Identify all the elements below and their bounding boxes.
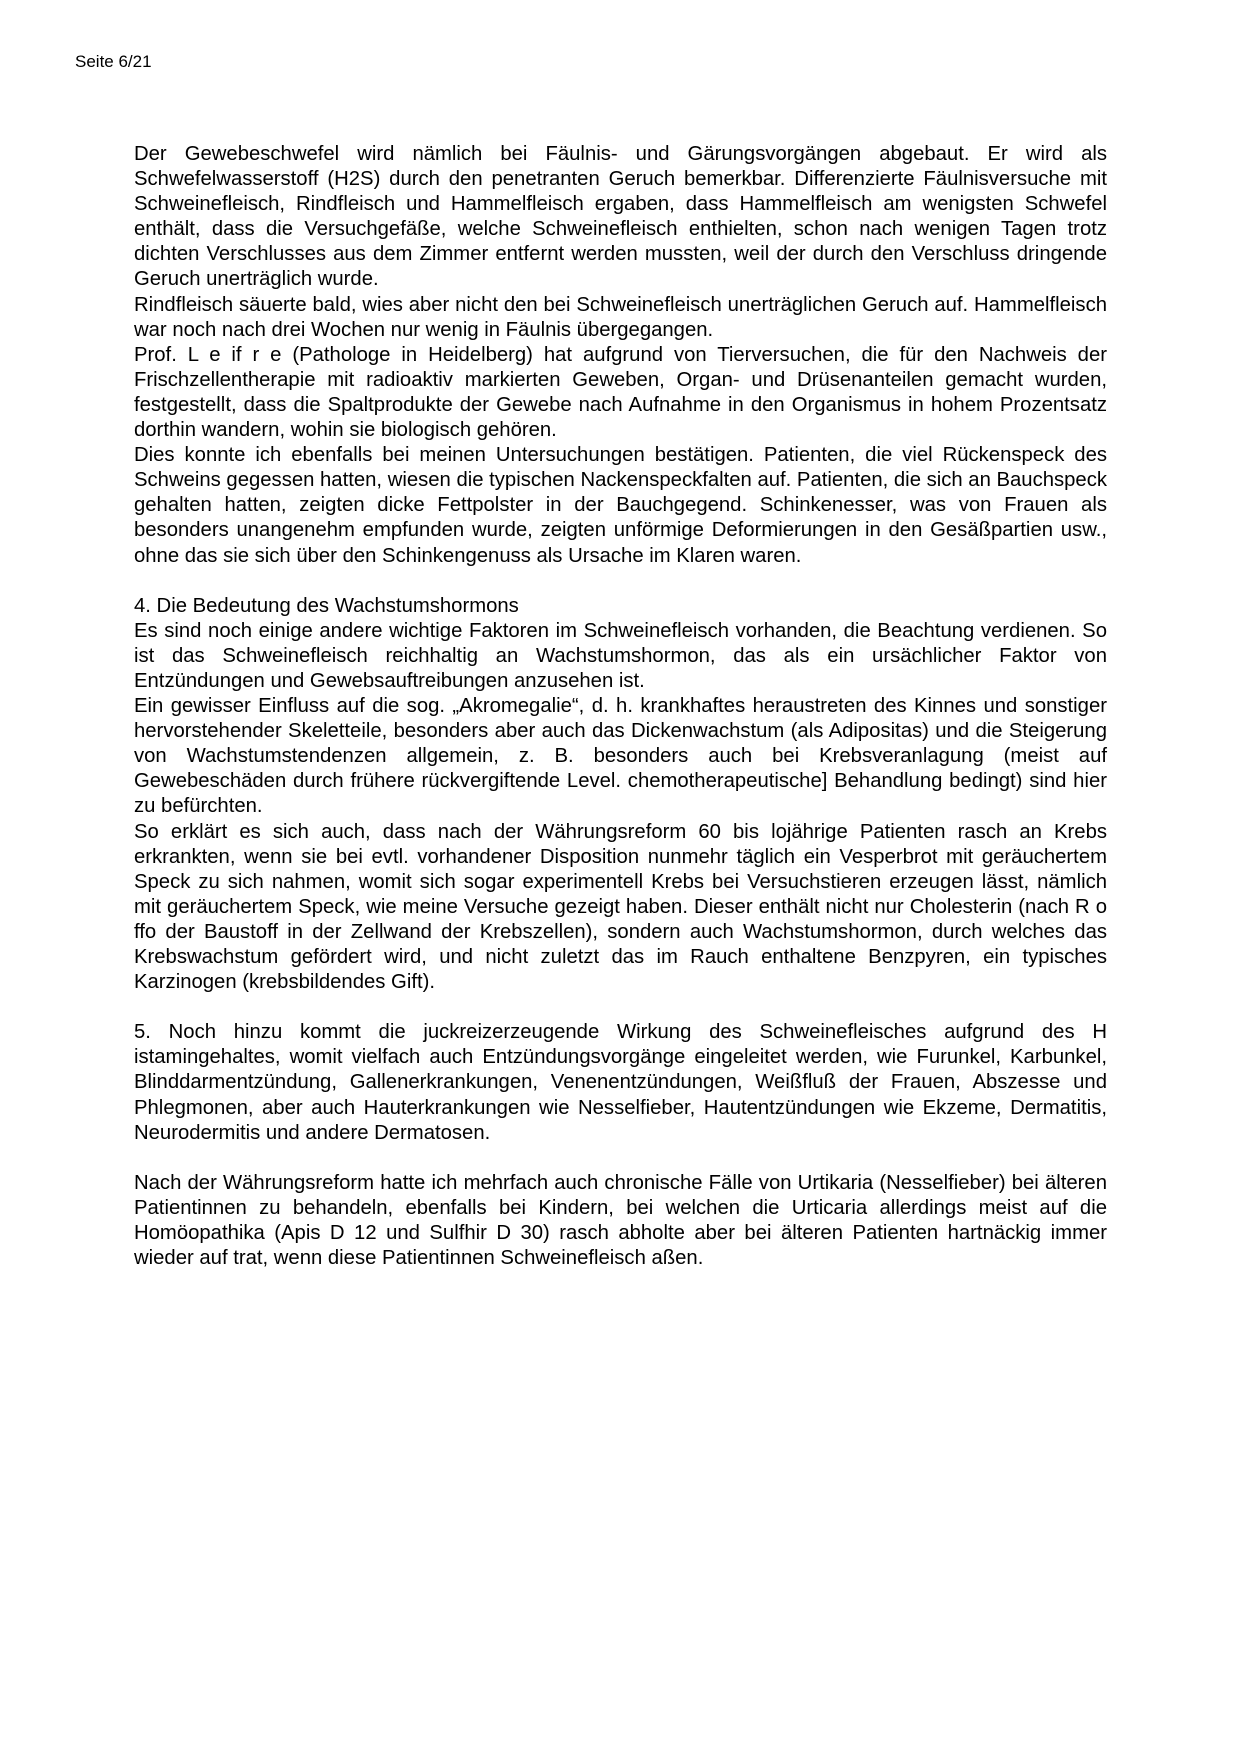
paragraph-spacer <box>134 1146 1107 1171</box>
section-histamin: 5. Noch hinzu kommt die juckreizerzeugende Wirkung des Schweinefleisches aufgrund des H istamingehaltes, womit vielfach auch Entzündungsvorgänge eingeleitet werden, wie Furunkel, Karbunkel, Blinddarmentzündung, Gallenerkrankungen, Venenentzündungen, Weißfluß der Frauen, Abszesse und Phlegmonen, aber auch Hauterkrankungen wie Nesselfieber, Hautentzündungen wie Ekzeme, Dermatitis, Neurodermitis und andere Dermatosen. <box>134 1021 1107 1144</box>
paragraph-prof-leifre: Prof. L e if r e (Pathologe in Heidelberg) hat aufgrund von Tierversuchen, die für den Nachweis der Frischzellentherapie mit radioaktiv markierten Geweben, Organ- und Drüsenanteilen gemacht wurden, festgestellt, dass die Spaltprodukte der Gewebe nach Aufnahme in den Organismus in hohem Prozentsatz dorthin wandern, wohin sie biologisch gehören. <box>134 343 1107 442</box>
page-number: Seite 6/21 <box>75 52 152 71</box>
paragraph-rindfleisch: Rindfleisch säuerte bald, wies aber nicht den bei Schweinefleisch unerträglichen Geruch auf. Hammelfleisch war noch nach drei Wochen nur wenig in Fäulnis übergegangen. <box>134 293 1107 341</box>
paragraph-akromegalie: Ein gewisser Einfluss auf die sog. „Akromegalie“, d. h. krankhaftes heraustreten des Kinnes und sonstiger hervorstehender Skeletteile, besonders aber auch das Dickenwachstum (als Adipositas) und die Steigerung von Wachstumstendenzen allgemein, z. B. besonders auch bei Krebsveranlagung (meist auf Gewebeschäden durch frühere rückvergiftende Level. chemotherapeutische] Behandlung bedingt) sind hier zu befürchten. <box>134 695 1107 818</box>
paragraph-spacer <box>134 995 1107 1020</box>
paragraph-gewebeschwefel: Der Gewebeschwefel wird nämlich bei Fäulnis- und Gärungsvorgängen abgebaut. Er wird als Schwefelwasserstoff (H2S) durch den penetranten Geruch bemerkbar. Differenzierte Fäulnisversuche mit Schweinefleisch, Rindfleisch und Hammelfleisch ergaben, dass Hammelfleisch am wenigsten Schwefel enthält, dass die Versuchgefäße, welche Schweinefleisch enthielten, schon nach wenigen Tagen trotz dichten Verschlusses aus dem Zimmer entfernt werden mussten, weil der durch den Verschluss dringende Geruch unerträglich wurde. <box>134 143 1107 291</box>
paragraph-waehrungsreform-krebs: So erklärt es sich auch, dass nach der Währungsreform 60 bis lojährige Patienten rasch an Krebs erkrankten, wenn sie bei evtl. vorhandener Disposition nunmehr täglich ein Vesperbrot mit geräuchertem Speck zu sich nahmen, womit sich sogar experimentell Krebs bei Versuchstieren erzeugen lässt, nämlich mit geräuchertem Speck, wie meine Versuche gezeigt haben. Dieser enthält nicht nur Cholesterin (nach R o ffo der Baustoff in der Zellwand der Krebszellen), sondern auch Wachstumshormon, durch welches das Krebswachstum gefördert wird, und nicht zuletzt das im Rauch enthaltene Benzpyren, ein typisches Karzinogen (krebsbildendes Gift). <box>134 820 1107 994</box>
paragraph-spacer <box>134 569 1107 594</box>
paragraph-faktoren: Es sind noch einige andere wichtige Faktoren im Schweinefleisch vorhanden, die Beachtung verdienen. So ist das Schweinefleisch reichhaltig an Wachstumshormon, das als ein ursächlicher Faktor von Entzündungen und Gewebsauftreibungen anzusehen ist. <box>134 619 1107 692</box>
section-heading-wachstumshormon: 4. Die Bedeutung des Wachstumshormons <box>134 594 519 617</box>
paragraph-urtikaria: Nach der Währungsreform hatte ich mehrfach auch chronische Fälle von Urtikaria (Nesselfieber) bei älteren Patientinnen zu behandeln, ebenfalls bei Kindern, bei welchen die Urticaria allerdings meist auf die Homöopathika (Apis D 12 und Sulfhir D 30) rasch abholte aber bei älteren Patienten hartnäckig immer wieder auf trat, wenn diese Patientinnen Schweinefleisch aßen. <box>134 1171 1107 1270</box>
paragraph-untersuchungen: Dies konnte ich ebenfalls bei meinen Untersuchungen bestätigen. Patienten, die viel Rückenspeck des Schweins gegessen hatten, wiesen die typischen Nackenspeckfalten auf. Patienten, die sich an Bauchspeck gehalten hatten, zeigten dicke Fettpolster in der Bauchgegend. Schinkenesser, was von Frauen als besonders unangenehm empfunden wurde, zeigten unförmige Deformierungen in den Gesäßpartien usw., ohne das sie sich über den Schinkengenuss als Ursache im Klaren waren. <box>134 444 1107 567</box>
document-body <box>134 142 1107 1271</box>
